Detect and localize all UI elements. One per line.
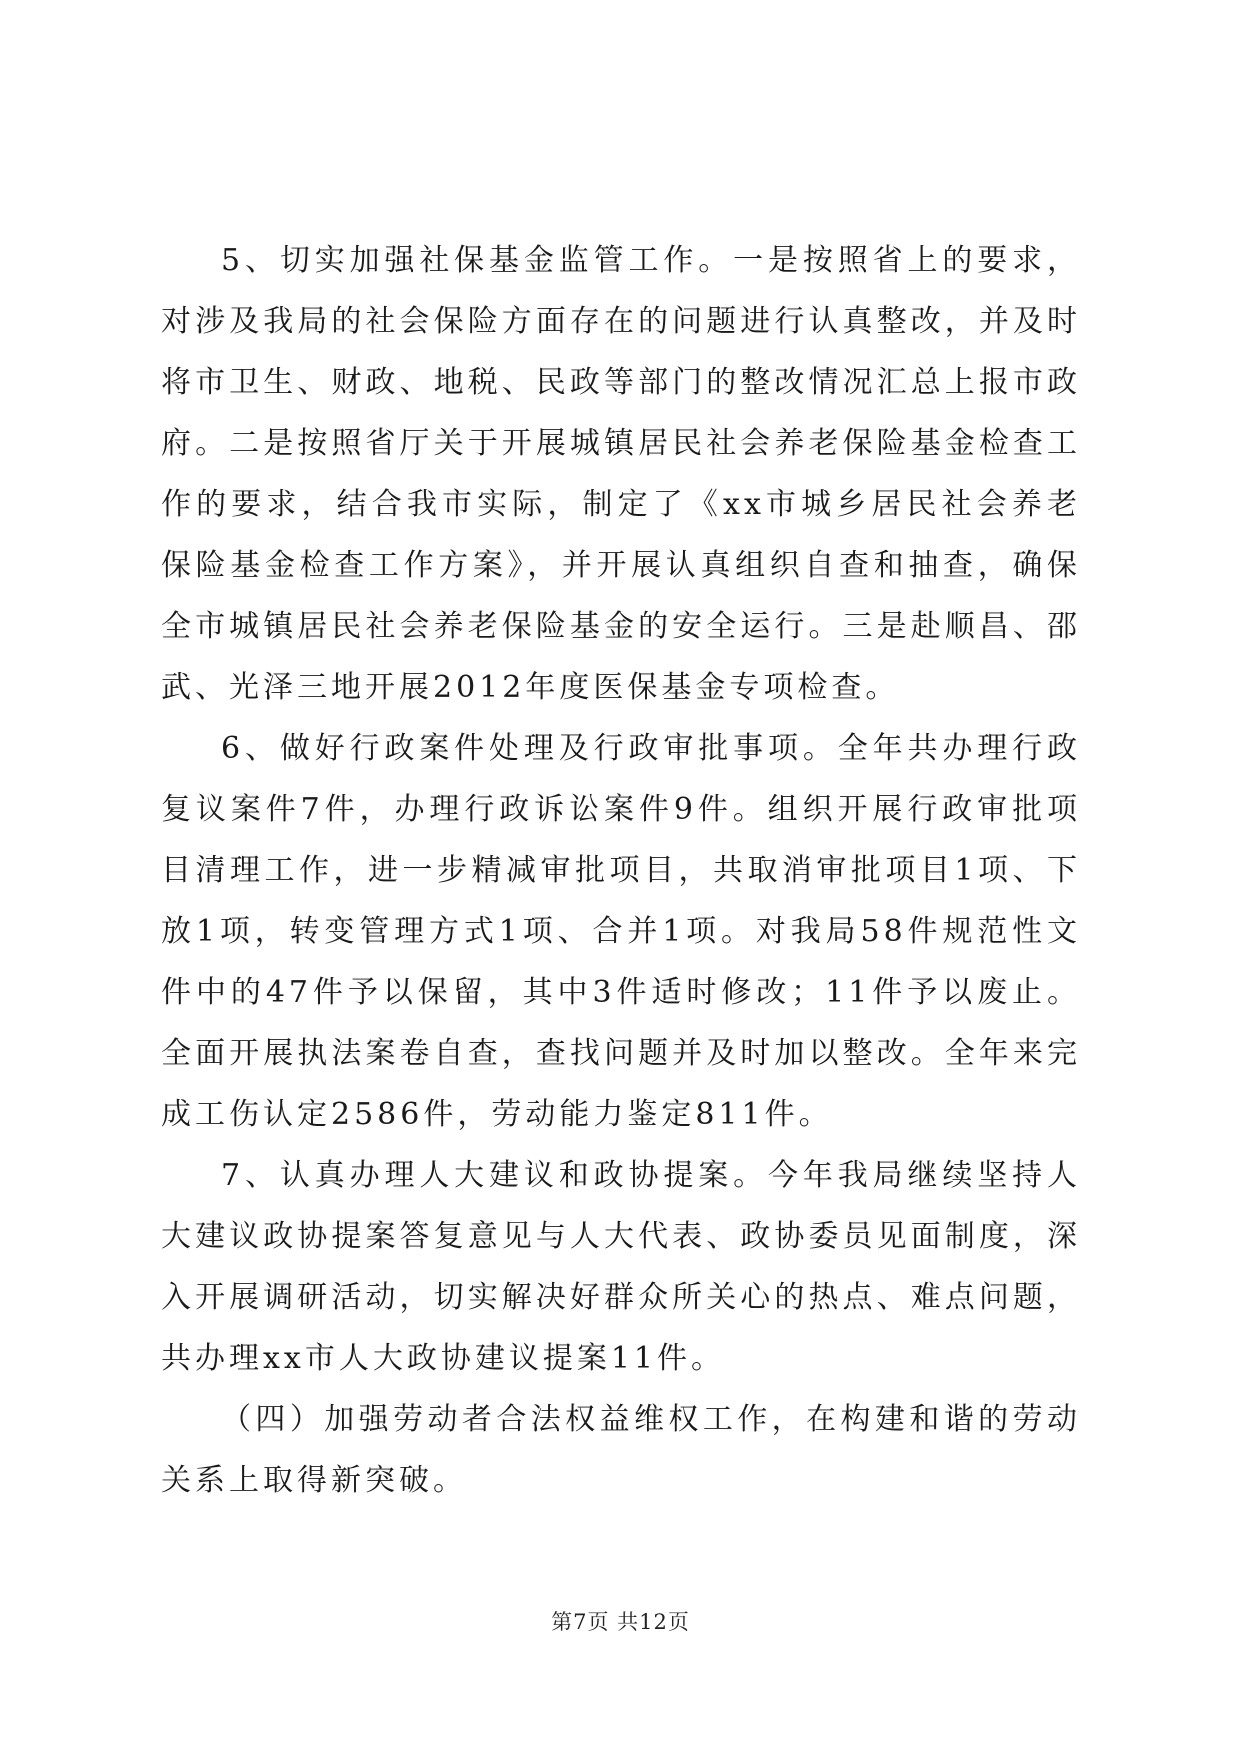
page-number-footer: 第7页 共12页	[551, 1610, 690, 1634]
paragraph-item-7: 7、认真办理人大建议和政协提案。今年我局继续坚持人大建议政协提案答复意见与人大代表、政协委员见面制度，深入开展调研活动，切实解决好群众所关心的热点、难点问题，共办理xx市人大政协建议提案11件。	[161, 1158, 1081, 1376]
paragraph-item-6: 6、做好行政案件处理及行政审批事项。全年共办理行政复议案件7件，办理行政诉讼案件9件。组织开展行政审批项目清理工作，进一步精减审批项目，共取消审批项目1项、下放1项，转变管理方式1项、合并1项。对我局58件规范性文件中的47件予以保留，其中3件适时修改；11件予以废止。全面开展执法案卷自查，查找问题并及时加以整改。全年来完成工伤认定2586件，劳动能力鉴定811件。	[161, 731, 1081, 1132]
document-body	[161, 230, 1081, 1511]
paragraph-item-5: 5、切实加强社保基金监管工作。一是按照省上的要求，对涉及我局的社会保险方面存在的问题进行认真整改，并及时将市卫生、财政、地税、民政等部门的整改情况汇总上报市政府。二是按照省厅关于开展城镇居民社会养老保险基金检查工作的要求，结合我市实际，制定了《xx市城乡居民社会养老保险基金检查工作方案》，并开展认真组织自查和抽查，确保全市城镇居民社会养老保险基金的安全运行。三是赴顺昌、邵武、光泽三地开展2012年度医保基金专项检查。	[161, 243, 1081, 705]
paragraph-section-4-heading: （四）加强劳动者合法权益维权工作，在构建和谐的劳动关系上取得新突破。	[161, 1402, 1081, 1498]
